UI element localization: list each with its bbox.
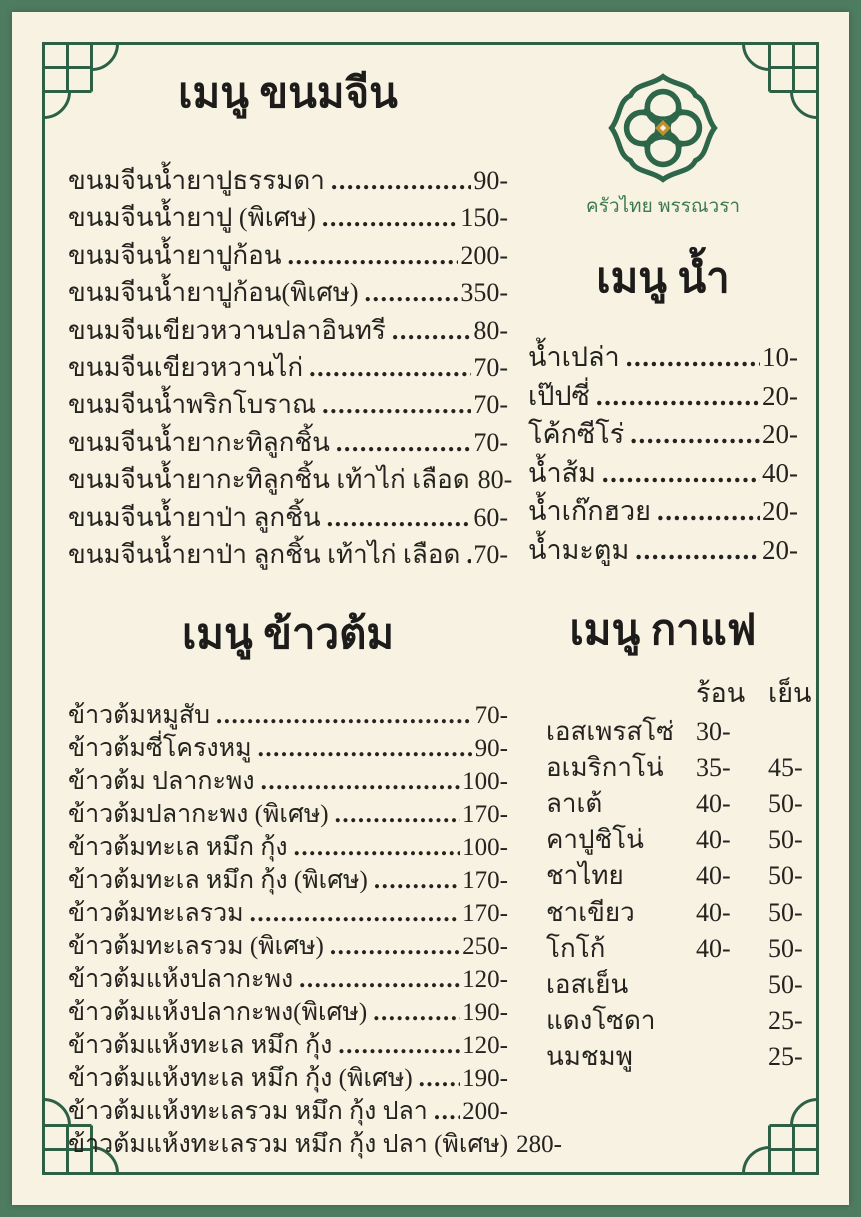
- item-price: 100-: [462, 834, 508, 862]
- item-price: 60-: [473, 502, 508, 532]
- coffee-row: [528, 892, 803, 928]
- menu-item-row: [68, 422, 508, 459]
- dot-leader: [434, 1098, 460, 1124]
- item-name: เอสเย็น: [546, 969, 629, 999]
- item-price: 70-: [473, 539, 508, 569]
- item-name: แดงโซดา: [546, 1006, 656, 1036]
- item-price: 20-: [762, 534, 798, 565]
- menu-item-row: [68, 728, 508, 761]
- lattice-corner-icon: [699, 1055, 819, 1175]
- item-name: ข้าวต้ม ปลากะพง: [68, 768, 255, 796]
- item-name: ลาเต้: [546, 788, 603, 818]
- menu-item-row: [68, 1091, 508, 1124]
- item-name: ชาไทย: [546, 861, 624, 891]
- dot-leader: [288, 241, 459, 268]
- iced-column-header: เย็น: [768, 677, 812, 708]
- item-name: ข้าวต้มทะเลรวม (พิเศษ): [68, 933, 324, 961]
- menu-item-row: [528, 489, 798, 528]
- item-name: น้ำส้ม: [528, 457, 596, 488]
- hot-price: 30-: [696, 716, 731, 746]
- item-price: 70-: [473, 427, 508, 457]
- dot-leader: [392, 316, 472, 343]
- item-name: น้ำมะตูม: [528, 534, 630, 565]
- item-price: 70-: [473, 390, 508, 420]
- coffee-row: [528, 928, 803, 964]
- item-price: 90-: [474, 735, 508, 763]
- iced-price: 50-: [768, 969, 803, 999]
- dot-leader: [327, 503, 472, 530]
- coffee-row: [528, 783, 803, 819]
- item-price: 250-: [462, 933, 508, 961]
- menu-item-row: [68, 235, 508, 272]
- menu-item-row: [68, 794, 508, 827]
- dot-leader: [322, 390, 471, 417]
- rice-soup-title: เมนู ข้าวต้ม: [181, 612, 395, 659]
- dot-leader: [336, 428, 471, 455]
- item-name: น้ำเปล่า: [528, 342, 620, 372]
- menu-item-row: [68, 1124, 562, 1159]
- hot-price: 40-: [696, 933, 731, 963]
- item-price: 120-: [462, 966, 508, 994]
- item-price: 170-: [462, 801, 508, 829]
- item-name: ข้าวต้มทะเล หมึก กุ้ง: [68, 834, 288, 862]
- coffee-row: [528, 1000, 803, 1036]
- iced-price: 50-: [768, 897, 803, 927]
- coffee-row: [528, 964, 803, 1000]
- menu-item-row: [68, 272, 508, 309]
- item-name: ข้าวต้มทะเลรวม: [68, 900, 244, 928]
- coffee-list: [528, 711, 803, 1073]
- item-name: ขนมจีนน้ำยากะทิลูกชิ้น เท้าไก่ เลือด: [68, 465, 470, 495]
- item-name: ขนมจีนเขียวหวานปลาอินทรี: [68, 315, 386, 345]
- item-name: ข้าวต้มแห้งทะเล หมึก กุ้ง (พิเศษ): [68, 1065, 413, 1093]
- iced-price: 50-: [768, 788, 803, 818]
- item-price: 200-: [460, 240, 508, 270]
- item-name: ขนมจีนเขียวหวานไก่: [68, 352, 304, 382]
- item-price: 190-: [462, 1065, 508, 1093]
- item-price: 20-: [762, 419, 798, 450]
- item-name: ข้าวต้มแห้งทะเล หมึก กุ้ง: [68, 1032, 333, 1060]
- item-name: ขนมจีนน้ำยาป่า ลูกชิ้น: [68, 502, 321, 532]
- item-price: 280-: [516, 1131, 562, 1159]
- right-column: [528, 72, 812, 1072]
- dot-leader: [373, 999, 460, 1025]
- dot-leader: [309, 353, 471, 380]
- dot-leader: [250, 900, 461, 926]
- item-name: ข้าวต้มซี่โครงหมู: [68, 735, 252, 763]
- dot-leader: [657, 496, 760, 524]
- dot-leader: [365, 278, 459, 305]
- dot-leader: [216, 702, 473, 728]
- coffee-table: [528, 671, 812, 1073]
- menu-item-row: [68, 860, 508, 893]
- coffee-row: [528, 711, 798, 747]
- dot-leader: [602, 458, 760, 486]
- item-price: 10-: [762, 342, 798, 372]
- menu-item-row: [68, 959, 508, 992]
- menu-item-row: [528, 451, 798, 490]
- dot-leader: [596, 381, 760, 409]
- menu-item-row: [528, 412, 798, 451]
- khanom-jeen-title: เมนู ขนมจีน: [178, 71, 398, 117]
- dot-leader: [338, 1032, 460, 1058]
- coffee-row: [528, 819, 803, 855]
- item-name: ขนมจีนน้ำยากะทิลูกชิ้น: [68, 427, 330, 457]
- menu-item-row: [68, 1058, 508, 1091]
- menu-item-row: [68, 459, 513, 496]
- item-price: 90-: [473, 166, 508, 195]
- item-price: 100-: [462, 768, 508, 796]
- menu-item-row: [68, 384, 508, 421]
- restaurant-logo: [528, 72, 798, 221]
- drinks-list: [528, 335, 798, 567]
- iced-price: 25-: [768, 1006, 803, 1036]
- coffee-title: เมนู กาแฟ: [569, 607, 757, 654]
- item-name: ข้าวต้มทะเล หมึก กุ้ง (พิเศษ): [68, 867, 368, 895]
- item-name: โค้กซีโร่: [528, 419, 625, 450]
- item-price: 40-: [762, 457, 798, 488]
- item-name: เป๊ปซี่: [528, 380, 590, 411]
- item-price: 350-: [460, 278, 508, 308]
- dot-leader: [630, 419, 760, 447]
- dot-leader: [466, 540, 471, 567]
- item-name: ข้าวต้มแห้งทะเลรวม หมึก กุ้ง ปลา: [68, 1098, 428, 1126]
- item-name: ขนมจีนน้ำยาปู (พิเศษ): [68, 203, 316, 233]
- hot-price: 40-: [696, 788, 731, 818]
- khanom-jeen-list: [68, 160, 513, 571]
- iced-price: 25-: [768, 1042, 803, 1072]
- coffee-header-row: [528, 671, 812, 711]
- coffee-row: [528, 747, 803, 783]
- item-name: ขนมจีนน้ำยาปูก้อน: [68, 240, 282, 270]
- item-name: อเมริกาโน่: [546, 752, 664, 782]
- item-name: โกโก้: [546, 933, 606, 963]
- menu-item-row: [68, 1025, 508, 1058]
- iced-price: 50-: [768, 933, 803, 963]
- item-price: 80-: [477, 465, 513, 495]
- dot-leader: [331, 166, 472, 193]
- item-name: ข้าวต้มปลากะพง (พิเศษ): [68, 801, 329, 829]
- item-name: นมชมพู: [546, 1042, 633, 1072]
- menu-item-row: [68, 695, 508, 728]
- item-price: 80-: [473, 315, 508, 345]
- item-name: ข้าวต้มแห้งปลากะพง(พิเศษ): [68, 999, 368, 1027]
- menu-item-row: [528, 335, 798, 374]
- menu-item-row: [528, 528, 798, 567]
- coffee-row: [528, 1036, 803, 1072]
- item-name: ข้าวต้มแห้งปลากะพง: [68, 966, 294, 994]
- item-price: 150-: [460, 203, 508, 233]
- rice-soup-list: [68, 695, 562, 1159]
- item-name: ขนมจีนน้ำยาป่า ลูกชิ้น เท้าไก่ เลือด: [68, 539, 461, 569]
- item-name: คาปูชิโน่: [546, 825, 644, 855]
- iced-price: 50-: [768, 861, 803, 891]
- dot-leader: [419, 1065, 461, 1091]
- menu-item-row: [528, 374, 798, 413]
- item-name: น้ำเก๊กฮวย: [528, 496, 652, 527]
- dot-leader: [258, 735, 473, 761]
- item-price: 170-: [462, 867, 508, 895]
- hot-price: 35-: [696, 752, 731, 782]
- dot-leader: [322, 203, 458, 230]
- menu-item-row: [68, 761, 508, 794]
- item-name: ขนมจีนน้ำยาปูธรรมดา: [68, 166, 325, 195]
- dot-leader: [626, 342, 760, 370]
- menu-item-row: [68, 534, 508, 571]
- menu-item-row: [68, 926, 508, 959]
- item-name: ขนมจีนน้ำพริกโบราณ: [68, 390, 317, 420]
- dot-leader: [635, 535, 760, 563]
- restaurant-name: ครัวไทย พรรณวรา: [585, 196, 741, 217]
- item-name: เอสเพรสโซ่: [546, 716, 674, 746]
- drinks-title: เมนู น้ำ: [596, 256, 730, 302]
- iced-price: 45-: [768, 752, 803, 782]
- menu-item-row: [68, 160, 508, 197]
- item-price: 120-: [462, 1032, 508, 1060]
- hot-price: 40-: [696, 825, 731, 855]
- coffee-row: [528, 855, 803, 891]
- menu-item-row: [68, 347, 508, 384]
- hot-price: 40-: [696, 897, 731, 927]
- dot-leader: [330, 933, 460, 959]
- thai-lotus-emblem-icon: [607, 72, 719, 184]
- menu-paper: [12, 12, 849, 1205]
- iced-price: 50-: [768, 825, 803, 855]
- menu-item-row: [68, 197, 508, 234]
- dot-leader: [294, 834, 461, 860]
- hot-price: 40-: [696, 861, 731, 891]
- item-price: 170-: [462, 900, 508, 928]
- item-price: 200-: [462, 1098, 508, 1126]
- dot-leader: [299, 966, 460, 992]
- menu-item-row: [68, 310, 508, 347]
- dot-leader: [335, 801, 461, 827]
- menu-item-row: [68, 992, 508, 1025]
- item-price: 70-: [474, 702, 508, 730]
- dot-leader: [374, 867, 460, 893]
- item-name: ชาเขียว: [546, 897, 635, 927]
- item-name: ข้าวต้มหมูสับ: [68, 702, 210, 730]
- item-price: 70-: [473, 352, 508, 382]
- dot-leader: [261, 768, 461, 794]
- item-price: 190-: [462, 999, 508, 1027]
- item-name: ขนมจีนน้ำยาปูก้อน(พิเศษ): [68, 278, 359, 308]
- menu-item-row: [68, 497, 508, 534]
- item-name: ข้าวต้มแห้งทะเลรวม หมึก กุ้ง ปลา (พิเศษ): [68, 1131, 509, 1159]
- item-price: 20-: [762, 496, 798, 527]
- item-price: 20-: [762, 380, 798, 411]
- hot-column-header: ร้อน: [696, 677, 746, 708]
